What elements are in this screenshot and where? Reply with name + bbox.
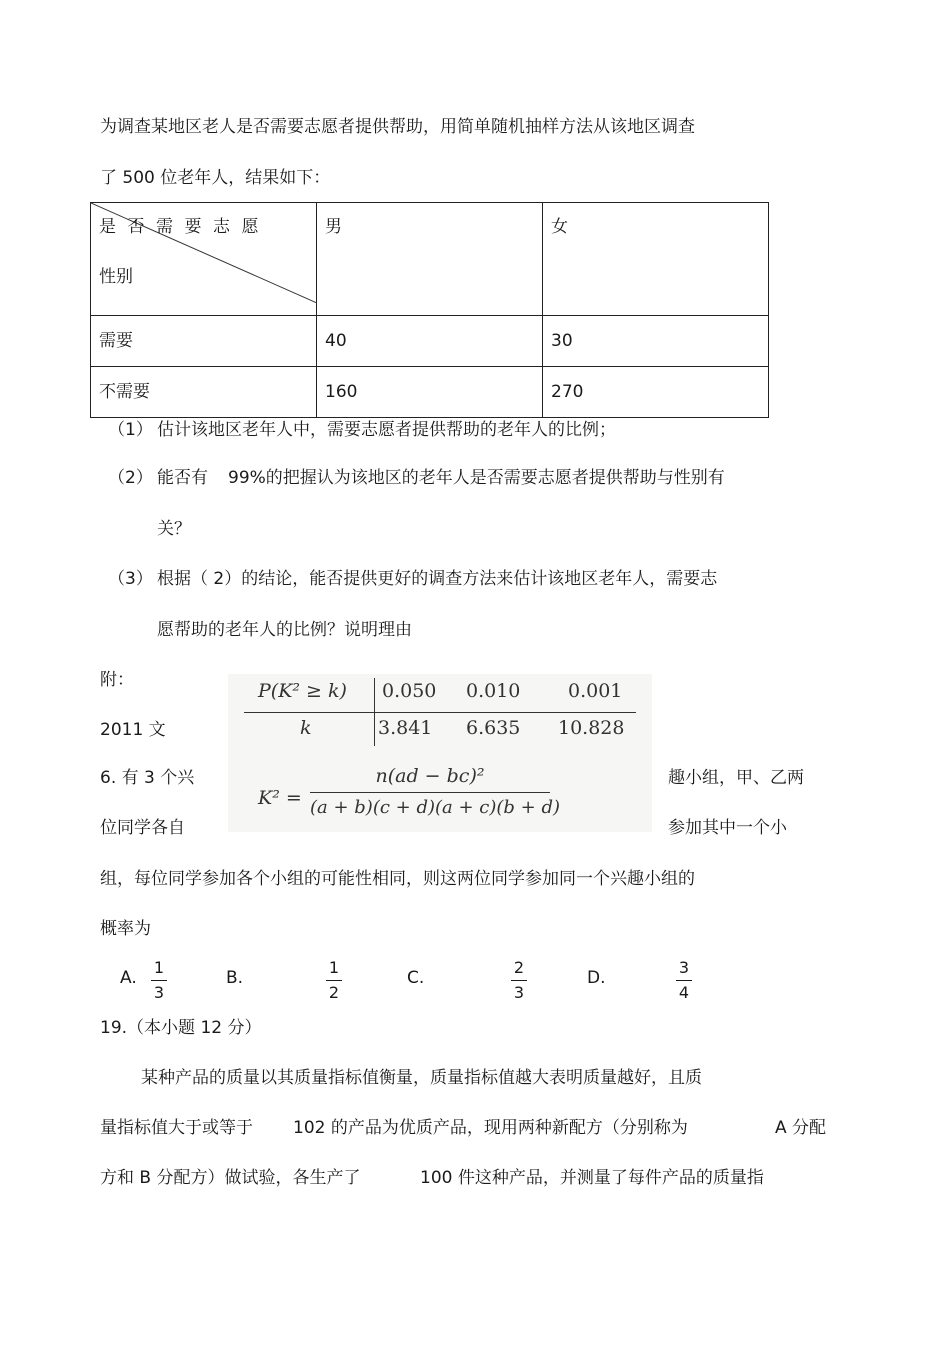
intro-line-1: 为调查某地区老人是否需要志愿者提供帮助，用简单随机抽样方法从该地区调查 xyxy=(100,117,695,137)
problem6-line4: 概率为 xyxy=(100,919,151,939)
prob-header: P(K² ≥ k) xyxy=(258,680,347,702)
k-value-2: 6.635 xyxy=(466,717,521,739)
option-d-denominator: 4 xyxy=(678,983,690,1002)
fraction-bar xyxy=(511,980,527,981)
table-row xyxy=(91,316,769,367)
option-d-label: D. xyxy=(587,968,606,988)
option-a-denominator: 3 xyxy=(153,983,165,1002)
option-c-numerator: 2 xyxy=(513,958,525,977)
option-b-fraction xyxy=(326,957,342,1004)
problem6-line3: 组，每位同学参加各个小组的可能性相同，则这两位同学参加同一个兴趣小组的 xyxy=(100,869,695,889)
cell-male: 40 xyxy=(317,316,543,367)
question-3-number: （3） xyxy=(108,569,153,589)
corner-label-top: 是否需要志愿 xyxy=(99,217,270,237)
problem6-line1-left: 6. 有 3 个兴 xyxy=(100,768,195,788)
appendix-label: 附： xyxy=(100,670,134,690)
k-value-3: 10.828 xyxy=(558,717,625,739)
question-2-number: （2） xyxy=(108,468,153,488)
table-divider-horizontal xyxy=(244,712,636,713)
table-corner-cell xyxy=(91,203,317,316)
column-header-female: 女 xyxy=(543,203,769,316)
option-b-label: B. xyxy=(226,968,244,988)
question-1-text: 估计该地区老年人中，需要志愿者提供帮助的老年人的比例； xyxy=(157,420,616,440)
p-value-2: 0.010 xyxy=(466,680,521,702)
question-2-text-c: 关？ xyxy=(157,519,191,539)
problem19-line2-c: A 分配 xyxy=(775,1118,827,1138)
problem6-line1-right: 趣小组，甲、乙两 xyxy=(668,768,804,788)
problem6-line2-left: 位同学各自 xyxy=(100,818,185,838)
survey-table xyxy=(90,202,769,418)
formula-numerator: n(ad − bc)² xyxy=(375,765,485,787)
p-value-3: 0.001 xyxy=(568,680,623,702)
fraction-bar xyxy=(151,980,167,981)
table-row xyxy=(91,367,769,418)
option-c-label: C. xyxy=(407,968,425,988)
option-a-label: A. xyxy=(120,968,137,988)
question-1-number: （1） xyxy=(108,420,153,440)
formula-lhs: K² = xyxy=(258,787,302,809)
option-c-fraction xyxy=(511,957,527,1004)
k-label: k xyxy=(300,717,312,739)
problem19-line1: 某种产品的质量以其质量指标值衡量，质量指标值越大表明质量越好，且质 xyxy=(141,1068,702,1088)
option-b-denominator: 2 xyxy=(328,983,340,1002)
problem19-line3-a: 方和 B 分配方）做试验，各生产了 xyxy=(100,1168,361,1188)
problem19-header: 19.（本小题 12 分） xyxy=(100,1018,262,1038)
cell-female: 270 xyxy=(543,367,769,418)
problem19-line3-b: 100 件这种产品，并测量了每件产品的质量指 xyxy=(420,1168,764,1188)
question-2-text-b: 99%的把握认为该地区的老年人是否需要志愿者提供帮助与性别有 xyxy=(228,468,725,488)
formula-denominator: (a + b)(c + d)(a + c)(b + d) xyxy=(310,797,560,818)
option-a-fraction xyxy=(151,957,167,1004)
corner-label-bottom: 性别 xyxy=(99,267,133,287)
cell-female: 30 xyxy=(543,316,769,367)
option-b-numerator: 1 xyxy=(328,958,340,977)
problem6-line2-right: 参加其中一个小 xyxy=(668,818,787,838)
appendix-year: 2011 文 xyxy=(100,720,166,740)
table-header-row xyxy=(91,203,769,316)
k-value-1: 3.841 xyxy=(378,717,433,739)
row-label: 不需要 xyxy=(91,367,317,418)
question-3-text-a: 根据（ 2）的结论，能否提供更好的调查方法来估计该地区老年人，需要志 xyxy=(157,569,718,589)
p-value-1: 0.050 xyxy=(382,680,437,702)
cell-male: 160 xyxy=(317,367,543,418)
intro-line-2: 了 500 位老年人，结果如下： xyxy=(100,168,331,188)
option-d-numerator: 3 xyxy=(678,958,690,977)
problem19-line2-b: 102 的产品为优质产品，现用两种新配方（分别称为 xyxy=(293,1118,688,1138)
option-d-fraction xyxy=(676,957,692,1004)
option-c-denominator: 3 xyxy=(513,983,525,1002)
fraction-bar xyxy=(676,980,692,981)
formula-image xyxy=(228,674,652,832)
column-header-male: 男 xyxy=(317,203,543,316)
question-2-text-a: 能否有 xyxy=(157,468,208,488)
fraction-bar xyxy=(326,980,342,981)
option-a-numerator: 1 xyxy=(153,958,165,977)
question-3-text-b: 愿帮助的老年人的比例？说明理由 xyxy=(157,620,412,640)
problem19-line2-a: 量指标值大于或等于 xyxy=(100,1118,253,1138)
row-label: 需要 xyxy=(91,316,317,367)
formula-bar xyxy=(310,792,550,793)
